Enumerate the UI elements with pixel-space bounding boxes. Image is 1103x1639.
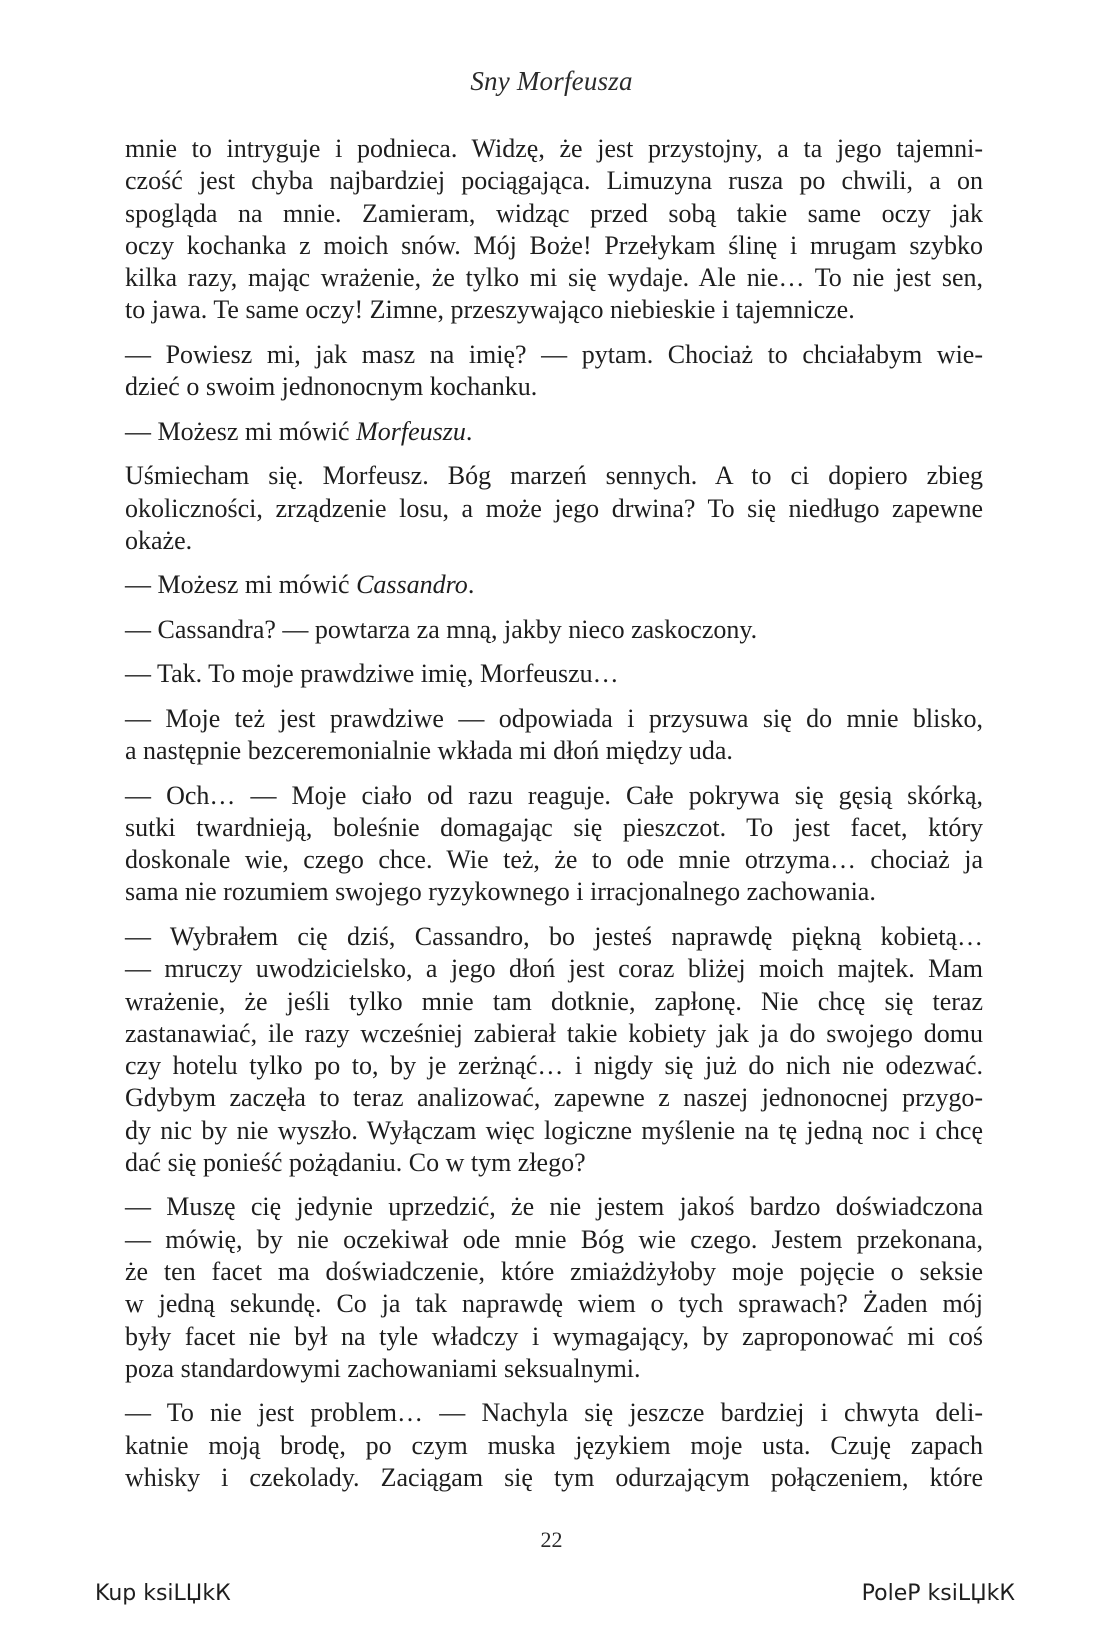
text-line: — Muszę cię jedynie uprzedzić, że nie jestem jakoś bardzo doświadczona [125, 1192, 983, 1222]
text-line: — Wybrałem cię dziś, Cassandro, bo jesteś naprawdę piękną kobietą… [125, 921, 983, 951]
text-line: spogląda na mnie. Zamieram, widząc przed sobą takie same oczy jak [125, 198, 983, 228]
text-line: to jawa. Te same oczy! Zimne, przeszywająco niebieskie i tajemnicze. [125, 295, 855, 325]
paragraph [125, 614, 983, 646]
text-line: kilka razy, mając wrażenie, że tylko mi się wydaje. Ale nie… To nie jest sen, [125, 263, 983, 293]
paragraph [125, 1397, 983, 1494]
text-line: a następnie bezceremonialnie wkłada mi dłoń między uda. [125, 736, 733, 766]
paragraph [125, 416, 983, 448]
text-line: — Możesz mi mówić Morfeuszu. [125, 416, 473, 446]
text-line: oczy kochanka z moich snów. Mój Boże! Przełykam ślinę i mrugam szybko [125, 230, 983, 260]
text-line: — Powiesz mi, jak masz na imię? — pytam. Chociaż to chciałabym wie- [125, 339, 983, 369]
text-line: czy hotelu tylko po to, by je zerżnąć… i nigdy się już do nich nie odezwać. [125, 1051, 983, 1081]
paragraph [125, 133, 983, 327]
text-line: whisky i czekolady. Zaciągam się tym odurzającym połączeniem, które [125, 1463, 983, 1493]
text-line: sutki twardnieją, boleśnie domagając się pieszczot. To jest facet, który [125, 812, 983, 842]
text-line: były facet nie był na tyle władczy i wymagający, by zaproponować mi coś [125, 1321, 983, 1351]
text-line: — Tak. To moje prawdziwe imię, Morfeuszu… [125, 659, 619, 689]
paragraph [125, 460, 983, 557]
recommend-book-link[interactable]: PoleP ksiLЏkК [861, 1581, 1015, 1606]
text-line: okoliczności, zrządzenie losu, a może jego drwina? To się niedługo zapewne [125, 493, 983, 523]
paragraph [125, 1191, 983, 1385]
paragraph [125, 921, 983, 1179]
paragraph [125, 780, 983, 909]
text-line: że ten facet ma doświadczenie, które zmiażdżyłoby moje pojęcie o seksie [125, 1257, 983, 1287]
text-line: dzieć o swoim jednonocnym kochanku. [125, 372, 538, 402]
text-line: wrażenie, że jeśli tylko mnie tam dotknie, zapłonę. Nie chcę się teraz [125, 986, 983, 1016]
text-line: — Moje też jest prawdziwe — odpowiada i przysuwa się do mnie blisko, [125, 703, 983, 733]
text-line: — Możesz mi mówić Cassandro. [125, 570, 475, 600]
text-line: zastanawiać, ile razy wcześniej zabierał takie kobiety jak ja do swojego domu [125, 1018, 983, 1048]
text-line: dać się ponieść pożądaniu. Co w tym złego? [125, 1148, 586, 1177]
paragraph [125, 339, 983, 404]
buy-book-link[interactable]: Kup ksiLЏkК [95, 1581, 231, 1606]
text-line: mnie to intryguje i podnieca. Widzę, że jest przystojny, a ta jego tajemni- [125, 134, 983, 163]
body-text [125, 133, 983, 1507]
text-line: — mruczy uwodzicielsko, a jego dłoń jest coraz bliżej moich majtek. Mam [125, 954, 983, 984]
text-line: sama nie rozumiem swojego ryzykownego i irracjonalnego zachowania. [125, 877, 876, 907]
text-line: w jedną sekundę. Co ja tak naprawdę wiem o tych sprawach? Żaden mój [125, 1289, 983, 1319]
text-line: Uśmiecham się. Morfeusz. Bóg marzeń sennych. A to ci dopiero zbieg [125, 461, 983, 491]
text-line: Gdybym zaczęła to teraz analizować, zapewne z naszej jednonocnej przygo- [125, 1083, 983, 1113]
text-line: — To nie jest problem… — Nachyla się jeszcze bardziej i chwyta deli- [125, 1398, 983, 1428]
text-line: czość jest chyba najbardziej pociągająca. Limuzyna rusza po chwili, a on [125, 166, 983, 196]
paragraph [125, 658, 983, 690]
text-line: — Och… — Moje ciało od razu reaguje. Całe pokrywa się gęsią skórką, [125, 780, 983, 810]
text-line: okaże. [125, 525, 193, 555]
running-title: Sny Morfeusza [470, 66, 633, 96]
paragraph [125, 569, 983, 601]
text-line: dy nic by nie wyszło. Wyłączam więc logiczne myślenie na tę jedną noc i chcę [125, 1115, 983, 1145]
page-number: 22 [540, 1527, 563, 1552]
text-line: doskonale wie, czego chce. Wie też, że to ode mnie otrzyma… chociaż ja [125, 845, 983, 875]
text-line: — Cassandra? — powtarza za mną, jakby nieco zaskoczony. [125, 614, 758, 644]
text-line: katnie moją brodę, po czym muska językiem moje usta. Czuję zapach [125, 1430, 983, 1460]
paragraph [125, 703, 983, 768]
text-line: poza standardowymi zachowaniami seksualnymi. [125, 1353, 641, 1383]
text-line: — mówię, by nie oczekiwał ode mnie Bóg wie czego. Jestem przekonana, [125, 1224, 983, 1254]
